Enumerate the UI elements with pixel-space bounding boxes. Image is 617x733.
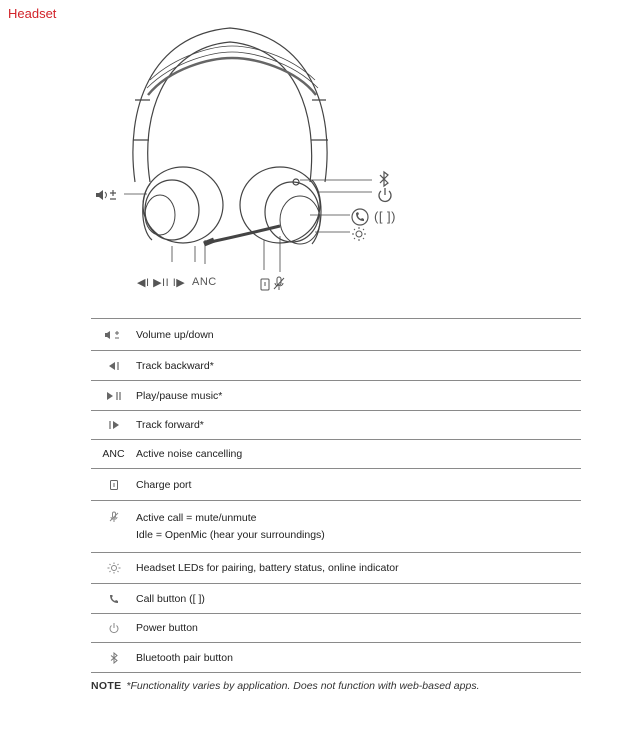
legend-label: Track forward* [136, 419, 204, 431]
table-row [91, 643, 581, 673]
led-callout-icon [350, 226, 368, 242]
mute-icon [109, 511, 119, 523]
call-callout-suffix: ([ ]) [374, 209, 396, 224]
left-volume-callout-icon [95, 188, 123, 202]
anc-callout: ANC [192, 276, 217, 288]
legend-label: Headset LEDs for pairing, battery status, online indicator [136, 562, 399, 574]
table-row [91, 381, 581, 411]
legend-label: Idle = OpenMic (hear your surroundings) [136, 528, 325, 541]
table-row [91, 553, 581, 584]
call-icon [109, 594, 119, 604]
play-pause-icon [105, 391, 123, 401]
legend-label: Track backward* [136, 359, 214, 372]
power-callout-icon [376, 186, 394, 204]
note [91, 680, 480, 692]
track-back-icon [107, 361, 121, 371]
led-icon [106, 562, 122, 574]
power-icon [108, 622, 120, 634]
legend-label: Bluetooth pair button [136, 651, 233, 664]
table-row [91, 614, 581, 643]
table-row [91, 319, 581, 351]
legend-label: Active noise cancelling [136, 448, 243, 460]
charge-port-callout-icon [259, 277, 271, 291]
media-controls-callout: ◀I ▶II I▶ [137, 277, 186, 289]
anc-icon: ANC [102, 448, 125, 460]
table-row [91, 469, 581, 501]
table-row [91, 440, 581, 469]
table-row [91, 351, 581, 381]
table-row [91, 584, 581, 614]
legend-label: Call button ([ ]) [136, 592, 205, 605]
call-callout-icon [350, 207, 370, 227]
legend-label: Charge port [136, 478, 192, 491]
track-forward-icon [107, 420, 121, 430]
charge-port-icon [109, 479, 119, 491]
table-row [91, 411, 581, 440]
headset-figure [0, 0, 617, 305]
legend-label: Volume up/down [136, 328, 214, 341]
mute-callout-icon [273, 276, 285, 291]
note-text: *Functionality varies by application. Does not function with web-based apps. [126, 680, 480, 692]
volume-icon [104, 330, 124, 340]
note-label: NOTE [91, 680, 122, 692]
headset-illustration [0, 0, 617, 305]
legend-table [91, 318, 581, 673]
legend-label: Active call = mute/unmute [136, 511, 257, 524]
legend-label: Power button [136, 622, 198, 634]
table-row [91, 501, 581, 553]
legend-label: Play/pause music* [136, 389, 223, 402]
bluetooth-icon [109, 652, 119, 664]
section-title: Headset [8, 6, 57, 21]
